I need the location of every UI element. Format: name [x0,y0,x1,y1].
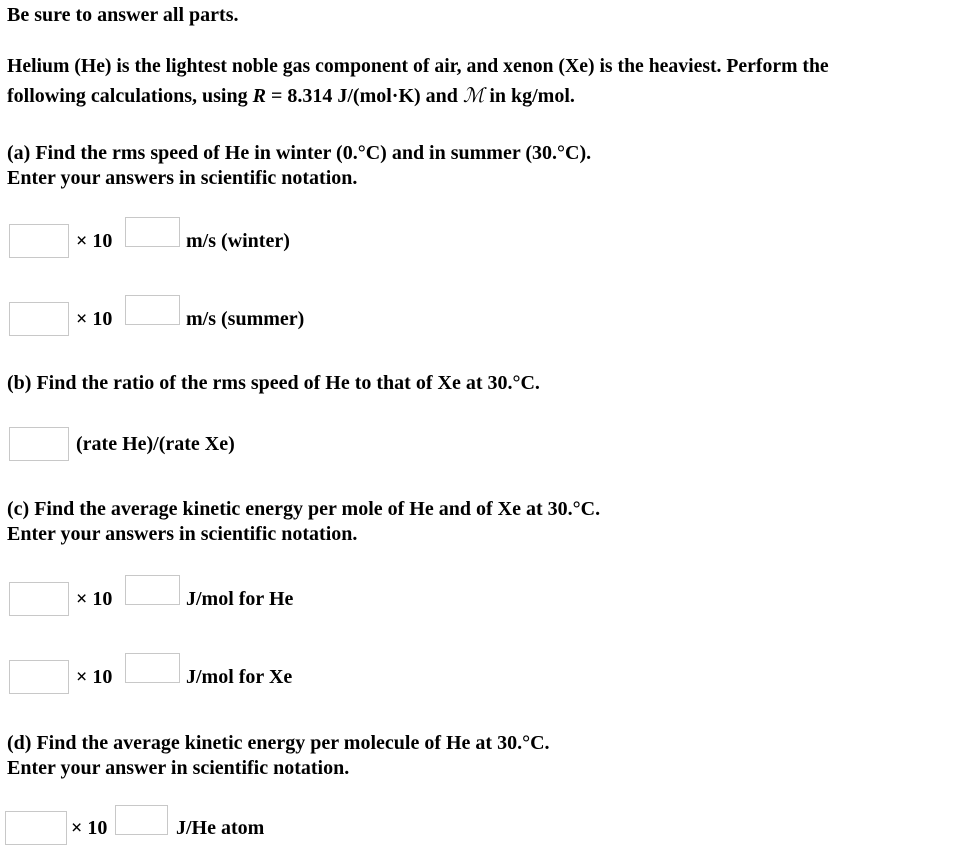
part-d-times-ten [71,815,107,841]
part-a-summer-unit: m/s (summer) [186,308,305,330]
part-d-note: Enter your answer in scientific notation. [7,757,350,779]
part-a-summer-times-ten-text: × 10 [76,308,113,330]
part-a-question: (a) Find the rms speed of He in winter (0.°C) and in summer (30.°C). [7,142,592,164]
part-a-summer-mantissa-input[interactable] [9,302,69,336]
part-c-he-unit: J/mol for He [186,588,294,610]
part-a-winter-times-ten [76,228,112,254]
part-c-he-times-ten-text: × 10 [76,588,113,610]
part-d-mantissa-input[interactable] [5,811,67,845]
intro-line-2-post: in kg/mol. [484,85,575,107]
molar-mass-symbol: ℳ [462,83,485,107]
part-a-summer-times-ten [76,306,112,332]
part-a-winter-exponent-input[interactable] [125,217,180,247]
part-a-winter-times-ten-text: × 10 [76,230,113,252]
part-c-note: Enter your answers in scientific notation. [7,523,358,545]
part-a-summer-exponent-input[interactable] [125,295,180,325]
part-c-question: (c) Find the average kinetic energy per mole of He and of Xe at 30.°C. [7,498,601,520]
part-b-unit: (rate He)/(rate Xe) [76,433,235,455]
part-c-xe-times-ten-text: × 10 [76,666,113,688]
part-b-ratio-input[interactable] [9,427,69,461]
gas-constant-symbol: R [252,85,266,107]
instructions-text: Be sure to answer all parts. [7,4,239,26]
intro-line-2-mid: = 8.314 J/(mol·K) and [265,85,463,107]
part-d-unit: J/He atom [176,817,265,839]
part-c-he-times-ten [76,586,112,612]
part-c-xe-exponent-input[interactable] [125,653,180,683]
part-c-he-exponent-input[interactable] [125,575,180,605]
intro-line-2 [7,82,575,109]
intro-line-2-pre: following calculations, using [7,85,253,107]
part-c-he-mantissa-input[interactable] [9,582,69,616]
part-d-times-ten-text: × 10 [71,817,108,839]
part-c-xe-unit: J/mol for Xe [186,666,293,688]
part-d-question: (d) Find the average kinetic energy per molecule of He at 30.°C. [7,732,550,754]
part-b-question: (b) Find the ratio of the rms speed of He to that of Xe at 30.°C. [7,372,540,394]
intro-line-1 [7,53,841,79]
part-a-winter-mantissa-input[interactable] [9,224,69,258]
part-d-exponent-input[interactable] [115,805,168,835]
part-c-xe-mantissa-input[interactable] [9,660,69,694]
intro-line-1-text: Helium (He) is the lightest noble gas component of air, and xenon (Xe) is the heaviest. Perform the [7,55,829,77]
part-a-note: Enter your answers in scientific notation. [7,167,358,189]
part-c-xe-times-ten [76,664,112,690]
part-a-winter-unit: m/s (winter) [186,230,290,252]
